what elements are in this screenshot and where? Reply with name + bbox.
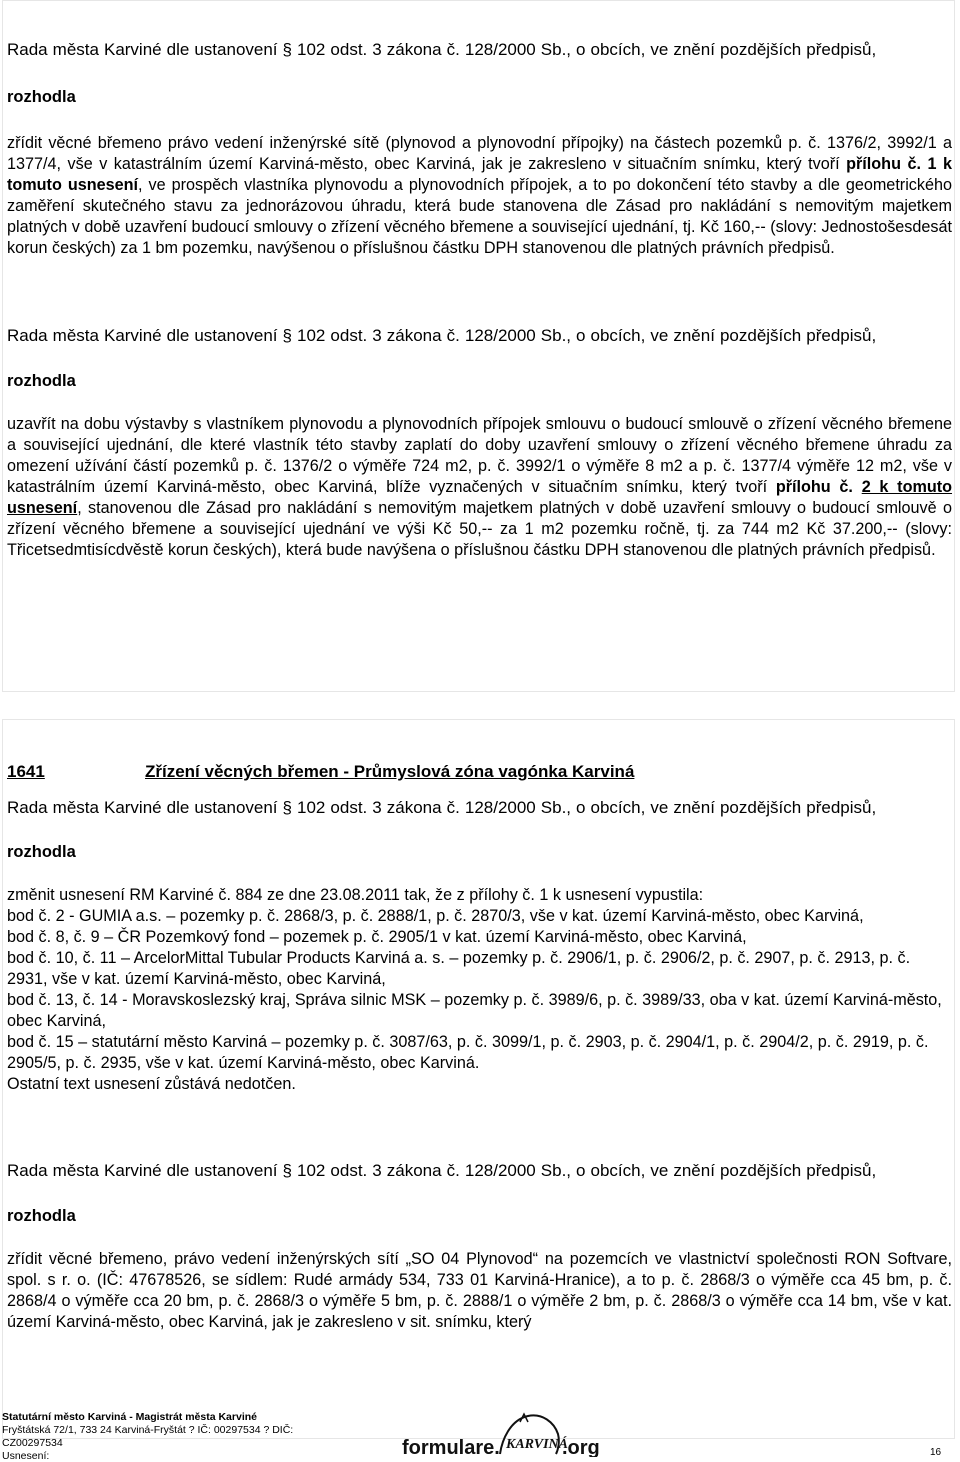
logo-text-right: .org — [562, 1437, 600, 1457]
footer-org: Statutární město Karviná - Magistrát města Karviné — [2, 1411, 257, 1423]
footer-dic: CZ00297534 — [2, 1437, 63, 1449]
logo-text-mid: KARVINÁ — [506, 1437, 568, 1452]
list-item: bod č. 2 - GUMIA a.s. – pozemky p. č. 2868/3, p. č. 2888/1, p. č. 2870/3, vše v kat. území Karviná-město, obec Karviná, — [7, 907, 864, 925]
list-item: změnit usnesení RM Karviné č. 884 ze dne 23.08.2011 tak, že z přílohy č. 1 k usnesení vypustila: — [7, 886, 704, 904]
resolution-text-2 — [7, 414, 952, 561]
attachment-ref: přílohu č. — [775, 478, 853, 496]
list-item: bod č. 10, č. 11 – ArcelorMittal Tubular Products Karviná a. s. – pozemky p. č. 2906/1, p. č. 2906/2, p. č. 2907, p. č. 2913, p. č. 2931, vše v kat. území Karviná-město, obec Karviná, — [7, 949, 911, 988]
decision-word: rozhodla — [7, 372, 76, 390]
resolution-text-3 — [7, 885, 952, 1095]
attachment-ref-2: 1 k tomuto usnesení — [7, 155, 952, 194]
list-item: bod č. 15 – statutární město Karviná – pozemky p. č. 3087/63, p. č. 3099/1, p. č. 2903, p. č. 2904/1, p. č. 2904/2, p. č. 2919, p. č. 2905/5, p. č. 2935, vše v kat. území Karviná-město, obec Karviná. — [7, 1033, 929, 1072]
attachment-ref-2: 2 k tomuto usnesení — [7, 478, 953, 517]
resolution-text-1 — [7, 133, 952, 259]
list-item: bod č. 13, č. 14 - Moravskoslezský kraj, Správa silnic MSK – pozemky p. č. 3989/6, p. č. 3989/33, oba v kat. území Karviná-město, obec Karviná, — [7, 991, 942, 1030]
section-title: Zřízení věcných břemen - Průmyslová zóna vagónka Karviná — [145, 762, 635, 781]
text-part: uzavřít na dobu výstavby s vlastníkem plynovodu a plynovodních přípojek smlouvu o budoucí smlouvě o zřízení věcného břemene a související ujednání, dle které vlastník této stavby zaplatí do doby uzavření smlouvy o zřízení věcného břemene úhradu za omezení užívání částí pozemků p. č. 1376/2 o výměře 724 m2, p. č. 3992/1 o výměře 8 m2 a p. č. 1377/4 výměře 12 m2, vše v katastrálním území Karviná-město, obec Karviná, blíže vyznačených v situačním snímku, který tvoří — [7, 415, 952, 496]
law-reference: Rada města Karviné dle ustanovení § 102 odst. 3 zákona č. 128/2000 Sb., o obcích, ve znění pozdějších předpisů, — [7, 40, 877, 59]
list-item: bod č. 8, č. 9 – ČR Pozemkový fond – pozemek p. č. 2905/1 v kat. území Karviná-město, obec Karviná, — [7, 928, 747, 946]
formulare-logo — [402, 1410, 616, 1457]
law-reference: Rada města Karviné dle ustanovení § 102 odst. 3 zákona č. 128/2000 Sb., o obcích, ve znění pozdějších předpisů, — [7, 326, 877, 345]
law-reference: Rada města Karviné dle ustanovení § 102 odst. 3 zákona č. 128/2000 Sb., o obcích, ve znění pozdějších předpisů, — [7, 798, 877, 817]
decision-word: rozhodla — [7, 88, 76, 106]
decision-word: rozhodla — [7, 843, 76, 861]
section-number: 1641 — [7, 762, 45, 781]
decision-word: rozhodla — [7, 1207, 76, 1225]
text-part: , stanovenou dle Zásad pro nakládání s nemovitým majetkem platných v době uzavření smlouvy o budoucí smlouvě o zřízení věcného břemene a související ujednání ve výši Kč 50,-- za 1 m2 pozemku ročně, tj. za 744 m2 Kč 37.200,-- (slovy: Třicetsedmtisícdvěstě korun českých), která bude navýšena o příslušnou částku DPH stanovenou dle platných právních předpisů. — [7, 499, 952, 559]
footer-usneseni: Usnesení: — [2, 1450, 50, 1462]
list-item: Ostatní text usnesení zůstává nedotčen. — [7, 1075, 296, 1093]
logo-text-left: formulare. — [402, 1437, 500, 1457]
text-part: zřídit věcné břemeno právo vedení inženýrské sítě (plynovod a plynovodní přípojky) na částech pozemků p. č. 1376/2, 3992/1 a 1377/4, vše v katastrálním území Karviná-město, obec Karviná, jak je zakresleno v situačním snímku, který tvoří — [7, 134, 952, 173]
footer-address: Fryštátská 72/1, 733 24 Karviná-Fryštát ? IČ: 00297534 ? DIČ: — [2, 1424, 294, 1436]
page-number: 16 — [930, 1447, 942, 1458]
text-part: , ve prospěch vlastníka plynovodu a plynovodních přípojek, a to po dokončení této stavby a dle geometrického zaměření skutečného stavu za jednorázovou úhradu, která bude stanovena dle Zásad pro nakládání s nemovitým majetkem platných v době uzavření budoucí smlouvy o zřízení věcného břemene a související ujednání, tj. Kč 160,-- (slovy: Jednostošesdesát korun českých) za 1 bm pozemku, navýšenou o příslušnou částku DPH stanovenou dle platných právních předpisů. — [7, 176, 952, 257]
law-reference: Rada města Karviné dle ustanovení § 102 odst. 3 zákona č. 128/2000 Sb., o obcích, ve znění pozdějších předpisů, — [7, 1161, 877, 1180]
attachment-ref: přílohu č. — [846, 155, 921, 173]
resolution-text-4: zřídit věcné břemeno, právo vedení inženýrských sítí „SO 04 Plynovod“ na pozemcích ve vlastnictví společnosti RON Softvare, spol. s r. o. (IČ: 47678526, se sídlem: Rudé armády 534, 733 01 Karviná-Hranice), a to p. č. 2868/3 o výměře cca 45 bm, p. č. 2868/4 o výměře cca 20 bm, p. č. 2868/3 o výměře 5 bm, p. č. 2888/1 o výměře 2 bm, p. č. 2868/3 o výměře cca 14 bm, vše v kat. území Karviná-město, obec Karviná, jak je zakresleno v sit. snímku, který — [7, 1250, 952, 1331]
